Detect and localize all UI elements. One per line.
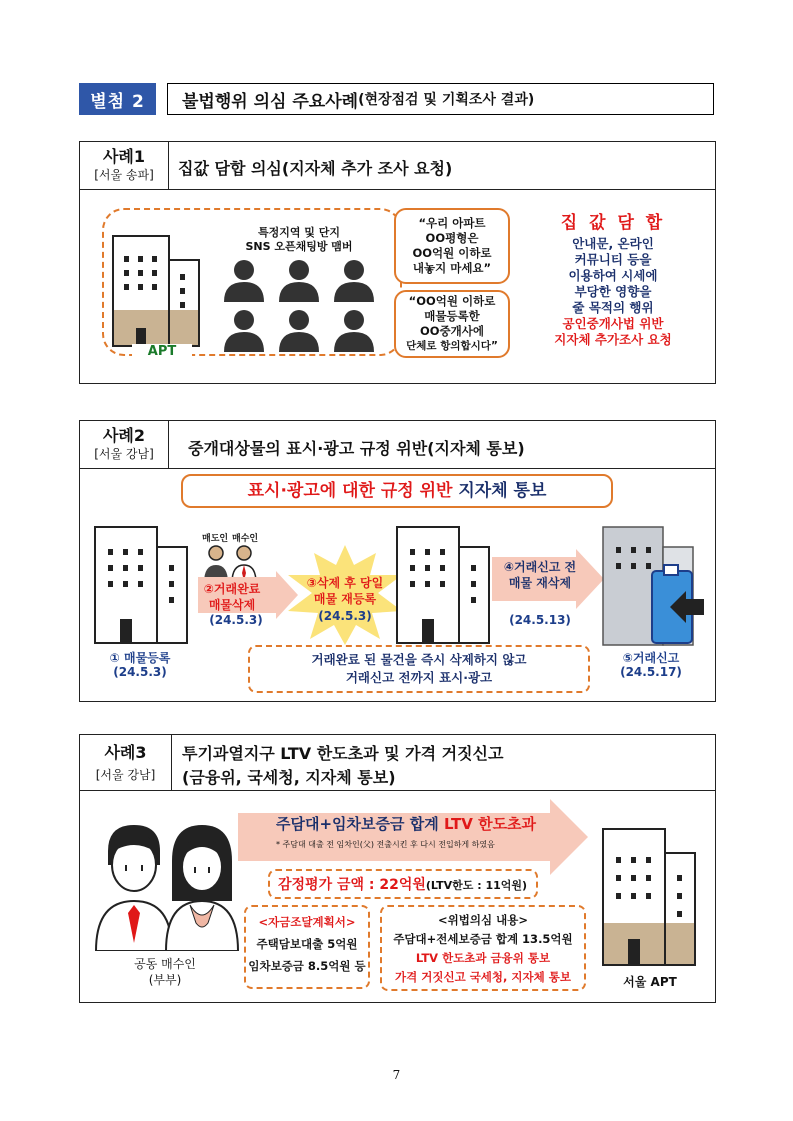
violation-line-3: 가격 거짓신고 국세청, 지자체 통보 bbox=[395, 970, 571, 984]
bubble2-line: “OO억원 이하로 bbox=[408, 294, 496, 308]
ltv-arrow-shape bbox=[238, 799, 588, 875]
case1-number: 사례1 bbox=[102, 147, 146, 166]
ltv-footnote: * 주담대 대출 전 임차인(父) 전출시킨 후 다시 전입하게 하였음 bbox=[276, 840, 495, 849]
step3-line-a: ③삭제 후 당일 bbox=[306, 576, 384, 590]
seller-label: 매도인 bbox=[202, 534, 229, 544]
members-caption-1: 특정지역 및 단지 bbox=[257, 226, 341, 239]
step5-label: ⑤거래신고 bbox=[622, 651, 680, 665]
buyers-label-2: (부부) bbox=[148, 973, 182, 987]
summary-line: 커뮤니티 등을 bbox=[574, 252, 652, 267]
step2-line-a: ②거래완료 bbox=[203, 582, 261, 596]
case1-region: [서울 송파] bbox=[94, 168, 154, 182]
step2-line-b: 매물삭제 bbox=[208, 598, 256, 612]
speech-bubble-1 bbox=[394, 208, 510, 284]
page-title bbox=[167, 83, 714, 115]
speech-bubble-2 bbox=[394, 290, 510, 358]
buyer-label: 매수인 bbox=[232, 534, 259, 544]
summary-red-line: 공인중개사법 위반 bbox=[562, 316, 664, 331]
seoul-apt-label: 서울 APT bbox=[623, 975, 677, 989]
case3-box bbox=[79, 734, 716, 1003]
step1-label: ① 매물등록 bbox=[109, 651, 171, 665]
case2-note bbox=[248, 645, 590, 693]
note-line-2: 거래신고 전까지 표시·광고 bbox=[345, 670, 493, 685]
summary-line: 안내문, 온라인 bbox=[572, 236, 654, 251]
chat-members-icon bbox=[222, 256, 382, 356]
bubble1-line: OO억원 이하로 bbox=[412, 246, 492, 260]
bubble1-line: OO평형은 bbox=[425, 231, 479, 245]
case3-label bbox=[80, 735, 172, 791]
step1-date: (24.5.3) bbox=[113, 665, 167, 679]
step2-label bbox=[192, 581, 272, 613]
violation-box bbox=[380, 905, 586, 991]
couple-buyers-icon bbox=[90, 821, 240, 951]
building-1-icon bbox=[94, 525, 190, 645]
buyers-label-1: 공동 매수인 bbox=[134, 957, 196, 971]
case2-label bbox=[80, 421, 169, 469]
appraisal-sub: (LTV한도 : 11억원) bbox=[425, 879, 528, 892]
case3-title-2: (금융위, 국세청, 지자체 통보) bbox=[182, 768, 396, 787]
report-building-icon bbox=[602, 525, 706, 647]
case2-region: [서울 강남] bbox=[94, 447, 154, 461]
bubble1-line: 내놓지 마세요” bbox=[412, 261, 492, 275]
case2-box bbox=[79, 420, 716, 702]
step3-line-b: 매물 재등록 bbox=[313, 592, 377, 606]
case1-apt-label: APT bbox=[132, 344, 192, 359]
bubble2-line: 단체로 항의합시다” bbox=[406, 340, 498, 352]
bubble2-line: OO중개사에 bbox=[419, 324, 484, 338]
violation-line-1: 주담대+전세보증금 합계 13.5억원 bbox=[393, 932, 573, 946]
fund-line-2: 임차보증금 8.5억원 등 bbox=[248, 959, 366, 973]
case2-banner bbox=[181, 474, 613, 508]
case3-divider bbox=[171, 790, 716, 791]
case3-title-1: 투기과열지구 LTV 한도초과 및 가격 거짓신고 bbox=[182, 744, 504, 763]
ltv-red-text: LTV 한도초과 bbox=[443, 815, 537, 833]
case1-summary bbox=[524, 212, 702, 348]
appraisal-main: 감정평가 금액 : 22억원 bbox=[278, 877, 426, 893]
note-line-1: 거래완료 된 물건을 즉시 삭제하지 않고 bbox=[311, 652, 527, 667]
step2-date: (24.5.3) bbox=[209, 613, 263, 627]
violation-title: <위법의심 내용> bbox=[438, 913, 528, 927]
page-number: 7 bbox=[392, 1068, 401, 1082]
case1-box bbox=[79, 141, 716, 384]
case1-divider bbox=[168, 189, 716, 190]
bubble1-line: “우리 아파트 bbox=[418, 216, 486, 230]
summary-body bbox=[524, 236, 702, 316]
ltv-arrow-text bbox=[276, 813, 536, 834]
bubble2-line: 매물등록한 bbox=[424, 309, 480, 323]
banner-red-text: 표시·광고에 대한 규정 위반 bbox=[247, 481, 453, 501]
apt-building-icon bbox=[112, 230, 202, 348]
step4-date: (24.5.13) bbox=[509, 613, 571, 627]
summary-action bbox=[524, 316, 702, 348]
step4-line-b: 매물 재삭제 bbox=[508, 576, 572, 590]
case1-label bbox=[80, 142, 169, 190]
case3-number: 사례3 bbox=[104, 743, 147, 762]
summary-title: 집 값 담 합 bbox=[560, 213, 666, 233]
summary-red-line: 지자체 추가조사 요청 bbox=[554, 332, 672, 347]
step4-line-a: ④거래신고 전 bbox=[503, 560, 577, 574]
page-title-main: 불법행위 의심 주요사례 bbox=[182, 91, 359, 112]
case2-number: 사례2 bbox=[102, 426, 146, 445]
summary-line: 부당한 영향을 bbox=[574, 284, 652, 299]
appraisal-box bbox=[268, 869, 538, 899]
fund-line-1: 주택담보대출 5억원 bbox=[256, 937, 358, 951]
step4-label bbox=[490, 559, 590, 591]
step5-date: (24.5.17) bbox=[620, 665, 682, 679]
violation-line-2: LTV 한도초과 금융위 통보 bbox=[415, 951, 551, 965]
ltv-black-text: 주담대+임차보증금 합계 bbox=[276, 815, 439, 833]
fund-title: <자금조달계획서> bbox=[258, 915, 356, 929]
case2-title: 중개대상물의 표시·광고 규정 위반(지자체 통보) bbox=[188, 439, 525, 458]
members-caption-2: SNS 오픈채팅방 맴버 bbox=[245, 240, 353, 253]
case2-divider bbox=[168, 468, 716, 469]
case1-title: 집값 담합 의심(지자체 추가 조사 요청) bbox=[178, 159, 453, 178]
seoul-apt-icon bbox=[602, 827, 698, 967]
page-title-sub: (현장점검 및 기획조사 결과) bbox=[358, 92, 535, 108]
building-2-icon bbox=[396, 525, 492, 645]
step3-label bbox=[292, 575, 398, 607]
funding-plan-box bbox=[244, 905, 370, 989]
case3-region: [서울 강남] bbox=[95, 768, 156, 782]
step3-date: (24.5.3) bbox=[318, 609, 372, 623]
banner-blue-text: 지자체 통보 bbox=[458, 481, 547, 501]
summary-line: 이용하여 시세에 bbox=[568, 268, 658, 283]
attachment-tag: 별첨 2 bbox=[79, 83, 156, 115]
summary-line: 줄 목적의 행위 bbox=[572, 300, 654, 315]
